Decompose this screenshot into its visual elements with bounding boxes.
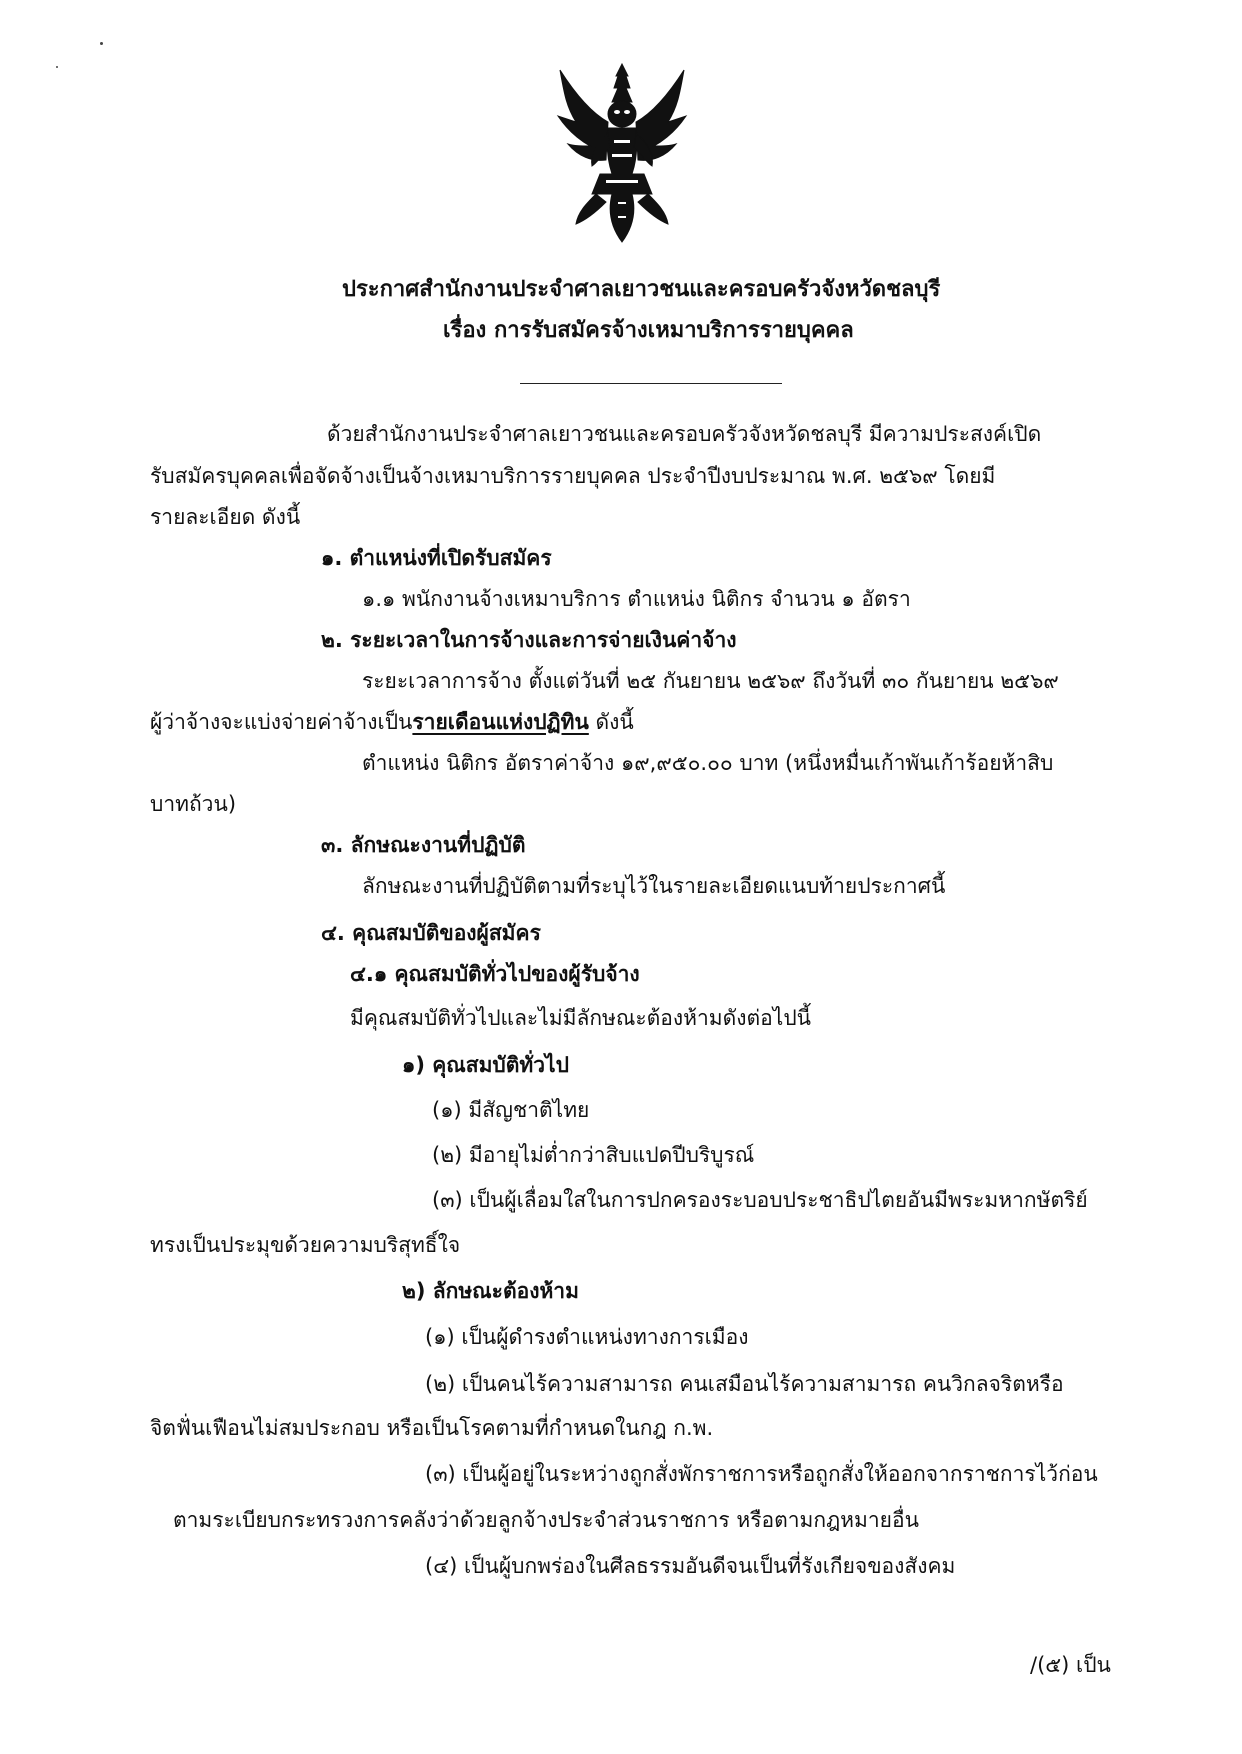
section-4-1-heading: ๔.๑ คุณสมบัติทั่วไปของผู้รับจ้าง — [350, 962, 640, 986]
section-3-heading: ๓. ลักษณะงานที่ปฏิบัติ — [321, 833, 526, 857]
section-1-heading: ๑. ตำแหน่งที่เปิดรับสมัคร — [321, 546, 552, 570]
page-continuation: /(๕) เป็น — [1030, 1653, 1111, 1677]
prohibition-3b: ตามระเบียบกระทรวงการคลังว่าด้วยลูกจ้างประจำส่วนราชการ หรือตามกฎหมายอื่น — [173, 1508, 919, 1532]
intro-line-1: ด้วยสำนักงานประจำศาลเยาวชนและครอบครัวจังหวัดชลบุรี มีความประสงค์เปิด — [327, 422, 1042, 446]
prohibitions-heading: ๒) ลักษณะต้องห้าม — [402, 1279, 579, 1303]
general-qualification-3b: ทรงเป็นประมุขด้วยความบริสุทธิ์ใจ — [150, 1233, 461, 1257]
wage-rate-line-1: ตำแหน่ง นิติกร อัตราค่าจ้าง ๑๙,๙๕๐.๐๐ บาท (หนึ่งหมื่นเก้าพันเก้าร้อยห้าสิบ — [362, 751, 1054, 775]
scan-speck — [56, 66, 58, 68]
garuda-emblem — [556, 62, 688, 244]
general-qualification-1: (๑) มีสัญชาติไทย — [432, 1098, 590, 1122]
prohibition-1: (๑) เป็นผู้ดำรงตำแหน่งทางการเมือง — [425, 1325, 749, 1349]
header-divider — [520, 383, 782, 384]
payment-terms-suffix: ดังนี้ — [588, 710, 634, 734]
general-qualification-3a: (๓) เป็นผู้เลื่อมใสในการปกครองระบอบประชาธิปไตยอันมีพระมหากษัตริย์ — [432, 1188, 1088, 1212]
announcement-subject: เรื่อง การรับสมัครจ้างเหมาบริการรายบุคคล — [443, 318, 854, 343]
intro-line-3: รายละเอียด ดังนี้ — [150, 505, 301, 529]
scan-speck — [100, 42, 103, 45]
payment-terms — [150, 707, 634, 737]
general-qualifications-heading: ๑) คุณสมบัติทั่วไป — [402, 1053, 569, 1077]
prohibition-3a: (๓) เป็นผู้อยู่ในระหว่างถูกสั่งพักราชการหรือถูกสั่งให้ออกจากราชการไว้ก่อน — [425, 1462, 1098, 1486]
section-1-item-1: ๑.๑ พนักงานจ้างเหมาบริการ ตำแหน่ง นิติกร จำนวน ๑ อัตรา — [362, 587, 911, 611]
payment-terms-emphasis: รายเดือนแห่งปฏิทิน — [412, 710, 589, 734]
section-4-heading: ๔. คุณสมบัติของผู้สมัคร — [321, 921, 541, 945]
section-4-1-intro: มีคุณสมบัติทั่วไปและไม่มีลักษณะต้องห้ามดังต่อไปนี้ — [350, 1006, 812, 1030]
prohibition-4: (๔) เป็นผู้บกพร่องในศีลธรรมอันดีจนเป็นที่รังเกียจของสังคม — [425, 1554, 956, 1578]
intro-line-2: รับสมัครบุคคลเพื่อจัดจ้างเป็นจ้างเหมาบริการรายบุคคล ประจำปีงบประมาณ พ.ศ. ๒๕๖๙ โดยมี — [150, 464, 996, 488]
employment-period: ระยะเวลาการจ้าง ตั้งแต่วันที่ ๒๕ กันยายน ๒๕๖๙ ถึงวันที่ ๓๐ กันยายน ๒๕๖๙ — [362, 669, 1059, 693]
section-2-heading: ๒. ระยะเวลาในการจ้างและการจ่ายเงินค่าจ้าง — [321, 628, 737, 652]
wage-rate-line-2: บาทถ้วน) — [150, 792, 237, 816]
payment-terms-prefix: ผู้ว่าจ้างจะแบ่งจ่ายค่าจ้างเป็น — [150, 710, 413, 734]
general-qualification-2: (๒) มีอายุไม่ต่ำกว่าสิบแปดปีบริบูรณ์ — [432, 1143, 755, 1167]
prohibition-2a: (๒) เป็นคนไร้ความสามารถ คนเสมือนไร้ความสามารถ คนวิกลจริตหรือ — [425, 1372, 1064, 1396]
prohibition-2b: จิตฟั่นเฟือนไม่สมประกอบ หรือเป็นโรคตามที่กำหนดในกฎ ก.พ. — [150, 1416, 714, 1440]
announcement-title: ประกาศสำนักงานประจำศาลเยาวชนและครอบครัวจังหวัดชลบุรี — [342, 277, 941, 302]
section-3-text: ลักษณะงานที่ปฏิบัติตามที่ระบุไว้ในรายละเอียดแนบท้ายประกาศนี้ — [362, 874, 946, 898]
